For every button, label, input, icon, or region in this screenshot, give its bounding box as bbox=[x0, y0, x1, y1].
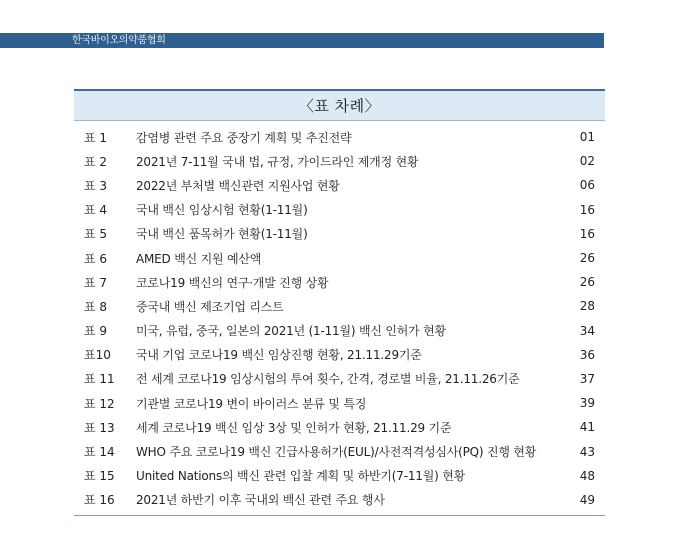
toc-entry-page: 06 bbox=[579, 178, 595, 193]
toc-entry[interactable] bbox=[74, 149, 605, 173]
toc-entry-page: 26 bbox=[579, 275, 595, 290]
toc-entry-title: 국내 백신 임상시험 현황(1-11월) bbox=[136, 203, 308, 218]
toc-entry[interactable] bbox=[74, 464, 605, 488]
toc-entry-title: 2022년 부처별 백신관련 지원사업 현황 bbox=[136, 178, 340, 193]
toc-entry-page: 39 bbox=[579, 396, 595, 411]
toc-entry-label: 표 7 bbox=[84, 275, 108, 290]
toc-title: 〈표 차례〉 bbox=[298, 97, 381, 115]
toc-entry-page: 16 bbox=[579, 226, 595, 241]
toc-entry[interactable] bbox=[74, 222, 605, 246]
toc-entry-label: 표 6 bbox=[84, 251, 108, 266]
toc-entry-title: 2021년 7-11월 국내 법, 규정, 가이드라인 제개정 현황 bbox=[136, 154, 419, 169]
toc-entry[interactable] bbox=[74, 415, 605, 439]
toc-entry-title: 국내 기업 코로나19 백신 임상진행 현황, 21.11.29기준 bbox=[136, 348, 422, 363]
toc-entry-page: 36 bbox=[579, 347, 595, 362]
toc-entry-label: 표 2 bbox=[84, 154, 108, 169]
toc-entry[interactable] bbox=[74, 246, 605, 270]
toc-list bbox=[74, 121, 605, 515]
toc-entry-page: 48 bbox=[579, 468, 595, 483]
toc-entry-page: 01 bbox=[579, 130, 595, 145]
toc-entry-title: 코로나19 백신의 연구·개발 진행 상황 bbox=[136, 275, 329, 290]
toc-entry-title: 2021년 하반기 이후 국내외 백신 관련 주요 행사 bbox=[136, 493, 385, 508]
toc-entry[interactable] bbox=[74, 367, 605, 391]
toc-entry-label: 표 4 bbox=[84, 203, 108, 218]
toc-entry-title: 기관별 코로나19 변이 바이러스 분류 및 특징 bbox=[136, 396, 367, 411]
toc-entry-label: 표 5 bbox=[84, 227, 108, 242]
toc-entry-title: AMED 백신 지원 예산액 bbox=[136, 251, 262, 266]
toc-entry-label: 표 9 bbox=[84, 324, 108, 339]
toc-entry-label: 표 11 bbox=[84, 372, 115, 387]
toc-entry-title: WHO 주요 코로나19 백신 긴급사용허가(EUL)/사전적격성심사(PQ) 진행 현황 bbox=[136, 445, 537, 460]
toc-entry-title: 전 세계 코로나19 임상시험의 투여 횟수, 간격, 경로별 비율, 21.11.26기준 bbox=[136, 372, 520, 387]
toc-entry-label: 표 15 bbox=[84, 469, 115, 484]
toc-entry[interactable] bbox=[74, 294, 605, 318]
toc-entry[interactable] bbox=[74, 173, 605, 197]
toc-entry-label: 표 12 bbox=[84, 396, 115, 411]
toc-entry-label: 표10 bbox=[84, 348, 111, 363]
organization-name: 한국바이오의약품협회 bbox=[72, 35, 166, 46]
toc-entry-label: 표 13 bbox=[84, 420, 115, 435]
toc-entry-label: 표 3 bbox=[84, 178, 108, 193]
toc-entry-page: 41 bbox=[579, 420, 595, 435]
toc-entry[interactable] bbox=[74, 439, 605, 463]
toc-entry[interactable] bbox=[74, 391, 605, 415]
toc-entry-label: 표 16 bbox=[84, 493, 115, 508]
toc-entry-label: 표 8 bbox=[84, 299, 108, 314]
table-of-tables bbox=[74, 89, 605, 516]
toc-entry-title: 미국, 유럽, 중국, 일본의 2021년 (1-11월) 백신 인허가 현황 bbox=[136, 324, 446, 339]
toc-entry[interactable] bbox=[74, 343, 605, 367]
toc-entry-title: United Nations의 백신 관련 입찰 계획 및 하반기(7-11월) 현황 bbox=[136, 469, 465, 484]
toc-entry[interactable] bbox=[74, 270, 605, 294]
toc-entry[interactable] bbox=[74, 198, 605, 222]
toc-entry-label: 표 1 bbox=[84, 130, 108, 145]
toc-entry-page: 02 bbox=[579, 154, 595, 169]
toc-entry-title: 세계 코로나19 백신 임상 3상 및 인허가 현황, 21.11.29 기준 bbox=[136, 420, 452, 435]
toc-entry-page: 16 bbox=[579, 202, 595, 217]
toc-title-bar bbox=[74, 91, 605, 121]
toc-entry-page: 28 bbox=[579, 299, 595, 314]
toc-entry-title: 국내 백신 품목허가 현황(1-11월) bbox=[136, 227, 308, 242]
toc-entry-page: 34 bbox=[579, 323, 595, 338]
toc-entry-page: 26 bbox=[579, 251, 595, 266]
toc-entry-title: 중국내 백신 제조기업 리스트 bbox=[136, 299, 284, 314]
toc-entry-title: 감염병 관련 주요 중장기 계획 및 추진전략 bbox=[136, 130, 352, 145]
header-bar bbox=[0, 33, 604, 48]
toc-entry[interactable] bbox=[74, 125, 605, 149]
toc-entry-page: 43 bbox=[579, 444, 595, 459]
toc-entry-page: 49 bbox=[579, 492, 595, 507]
toc-entry[interactable] bbox=[74, 488, 605, 512]
toc-entry-label: 표 14 bbox=[84, 445, 115, 460]
toc-entry-page: 37 bbox=[579, 371, 595, 386]
toc-entry[interactable] bbox=[74, 319, 605, 343]
